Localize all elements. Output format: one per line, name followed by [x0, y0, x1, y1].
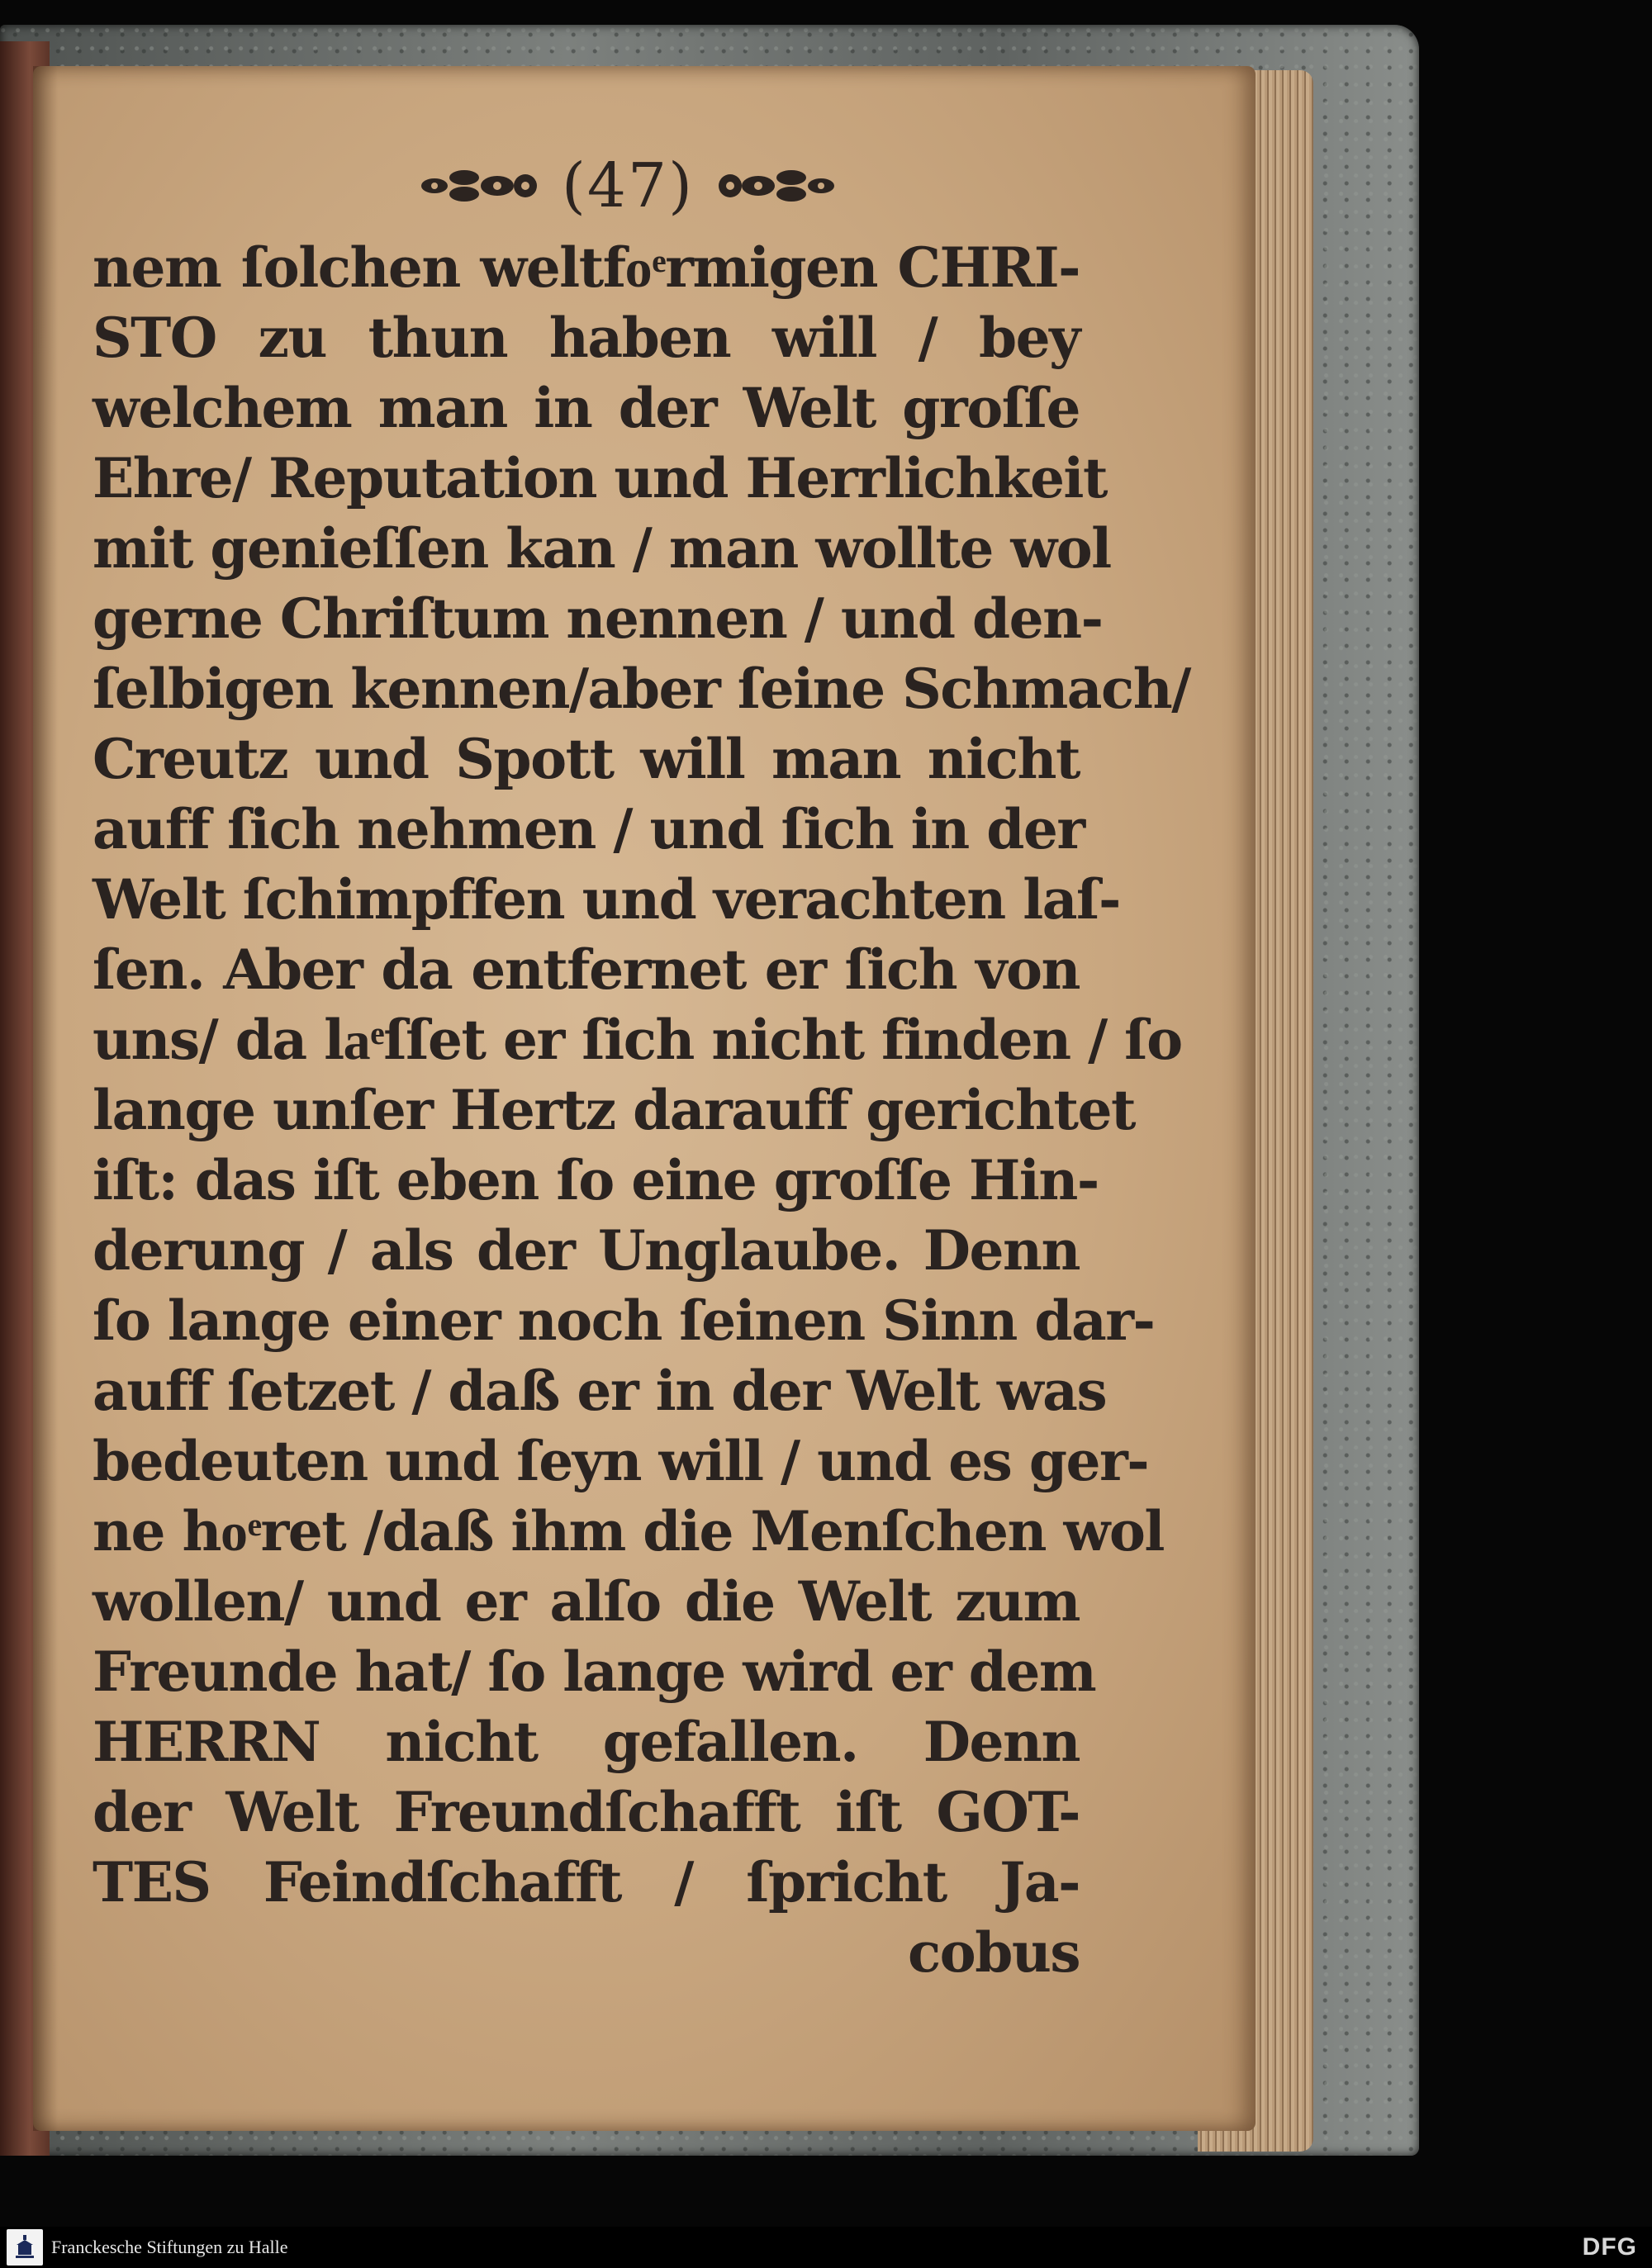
text-line: bedeuten und ſeyn will / und es ger- — [93, 1429, 1149, 1493]
text-line: gerne Chriſtum nennen / und den- — [93, 586, 1103, 651]
text-line: ſo lange einer noch ſeinen Sinn dar- — [93, 1288, 1155, 1353]
gutter-shadow — [33, 66, 58, 2131]
text-line: Welt ſchimpffen und verachten laſ- — [93, 867, 1120, 932]
footer-institution — [0, 2229, 288, 2266]
text-line: Ehre/ Reputation und Herrlichkeit — [93, 446, 1107, 510]
catchword: cobus — [908, 1920, 1080, 1985]
text-line: uns/ da laͤſſet er ſich nicht finden / ſo — [93, 1008, 1182, 1072]
text-line: iſt: das iſt eben ſo eine groſſe Hin- — [93, 1148, 1099, 1212]
body-text — [93, 233, 1190, 1988]
text-line: ſen. Aber da entfernet er ſich von — [93, 937, 1080, 1002]
page-number: (47) — [562, 150, 694, 221]
left-ornament-icon — [416, 163, 540, 209]
institution-logo-icon — [7, 2229, 43, 2266]
text-line: nem ſolchen weltfoͤrmigen CHRI- — [93, 235, 1080, 300]
institution-name: Franckesche Stiftungen zu Halle — [51, 2237, 288, 2257]
text-line: auff ſich nehmen / und ſich in der — [93, 797, 1085, 861]
text-line: auff ſetzet / daß er in der Welt was — [93, 1359, 1107, 1423]
text-line: welchem man in der Welt groſſe — [93, 376, 1080, 440]
text-line: derung / als der Unglaube. Denn — [93, 1218, 1080, 1283]
footer-bar — [0, 2227, 1652, 2268]
text-line: ſelbigen kennen/aber ſeine Schmach/ — [93, 657, 1190, 721]
text-line: lange unſer Hertz darauff gerichtet — [93, 1078, 1135, 1142]
text-line: der Welt Freundſchafft iſt GOT- — [93, 1780, 1080, 1844]
text-line: HERRN nicht gefallen. Denn — [93, 1710, 1080, 1774]
page-header — [363, 149, 892, 223]
text-line: TES Feindſchafft / ſpricht Ja- — [93, 1850, 1080, 1915]
text-line: Freunde hat/ ſo lange wird er dem — [93, 1639, 1096, 1704]
text-line: ne hoͤret /daß ihm die Menſchen wol — [93, 1499, 1164, 1563]
text-line: wollen/ und er alſo die Welt zum — [93, 1569, 1080, 1634]
text-line: Creutz und Spott will man nicht — [93, 727, 1080, 791]
dfg-logo: DFG — [1582, 2233, 1637, 2261]
right-ornament-icon — [715, 163, 839, 209]
text-line: mit genieſſen kan / man wollte wol — [93, 516, 1111, 581]
text-line: STO zu thun haben will / bey — [93, 306, 1080, 370]
